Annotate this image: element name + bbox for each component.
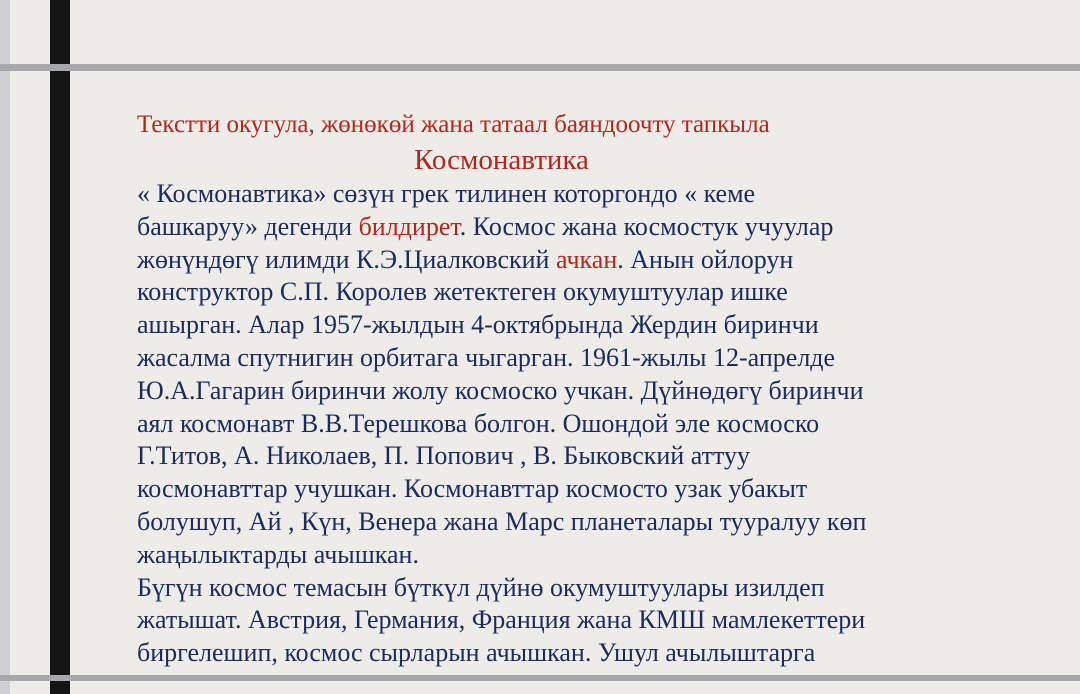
text-line — [137, 244, 1037, 277]
text-segment: биргелешип, космос сырларын ачышкан. Ушул ачылыштарга — [137, 638, 816, 668]
text-segment: конструктор С.П. Королев жетектеген окумуштуулар ишке — [137, 277, 788, 307]
text-segment: . Космос жана космостук учуулар — [459, 211, 834, 241]
bottom-rule-line — [0, 675, 1080, 681]
task-instruction: Текстти окугула, жөнөкөй жана татаал баяндоочту тапкыла — [137, 111, 770, 138]
text-segment: жатышат. Австрия, Германия, Франция жана КМШ мамлекеттери — [137, 605, 866, 635]
text-line — [137, 637, 1037, 670]
top-rule-line — [0, 64, 1080, 71]
text-segment: Г.Титов, А. Николаев, П. Попович , В. Быковский аттуу — [137, 441, 750, 471]
text-segment: ашырган. Алар 1957-жылдын 4-октябрында Жердин биринчи — [137, 310, 819, 340]
text-line — [137, 342, 1037, 375]
text-line — [137, 211, 1037, 244]
slide-title: Космонавтика — [414, 144, 589, 176]
text-line — [137, 506, 1037, 539]
text-segment: болушуп, Ай , Күн, Венера жана Марс планеталары тууралуу көп — [137, 506, 867, 536]
text-segment: Бүгүн космос темасын бүткүл дүйнө окумуштуулары изилдеп — [137, 572, 825, 602]
text-line — [137, 473, 1037, 506]
text-segment: « Космонавтика» сөзүн грек тилинен которгондо « кеме — [137, 179, 756, 208]
vertical-bar-decoration — [50, 0, 70, 694]
text-line — [137, 440, 1037, 473]
body-text — [137, 178, 1037, 670]
slide-content — [137, 108, 1037, 670]
text-line — [137, 178, 1037, 211]
text-line — [137, 539, 1037, 572]
text-segment: башкаруу» дегенди — [137, 211, 359, 241]
text-segment: . Анын ойлорун — [617, 244, 794, 274]
text-segment: космонавттар учушкан. Космонавттар космосто узак убакыт — [137, 474, 808, 504]
text-line — [137, 276, 1037, 309]
text-segment: Ю.А.Гагарин биринчи жолу космоско учкан. Дүйнөдөгү биринчи — [137, 375, 864, 405]
text-segment: аял космонавт В.В.Терешкова болгон. Ошондой эле космоско — [137, 408, 820, 438]
text-line — [137, 604, 1037, 637]
left-edge-strip — [0, 0, 10, 694]
text-line — [137, 408, 1037, 441]
highlighted-predicate: ачкан — [555, 244, 618, 274]
highlighted-predicate: билдирет — [358, 211, 460, 241]
text-line — [137, 572, 1037, 605]
text-segment: жаңылыктарды ачышкан. — [137, 539, 419, 569]
text-line — [137, 309, 1037, 342]
text-segment: жасалма спутнигин орбитага чыгарган. 1961-жылы 12-апрелде — [137, 342, 836, 372]
text-segment: жөнүндөгү илимди К.Э.Циалковский — [137, 244, 556, 274]
text-line — [137, 375, 1037, 408]
